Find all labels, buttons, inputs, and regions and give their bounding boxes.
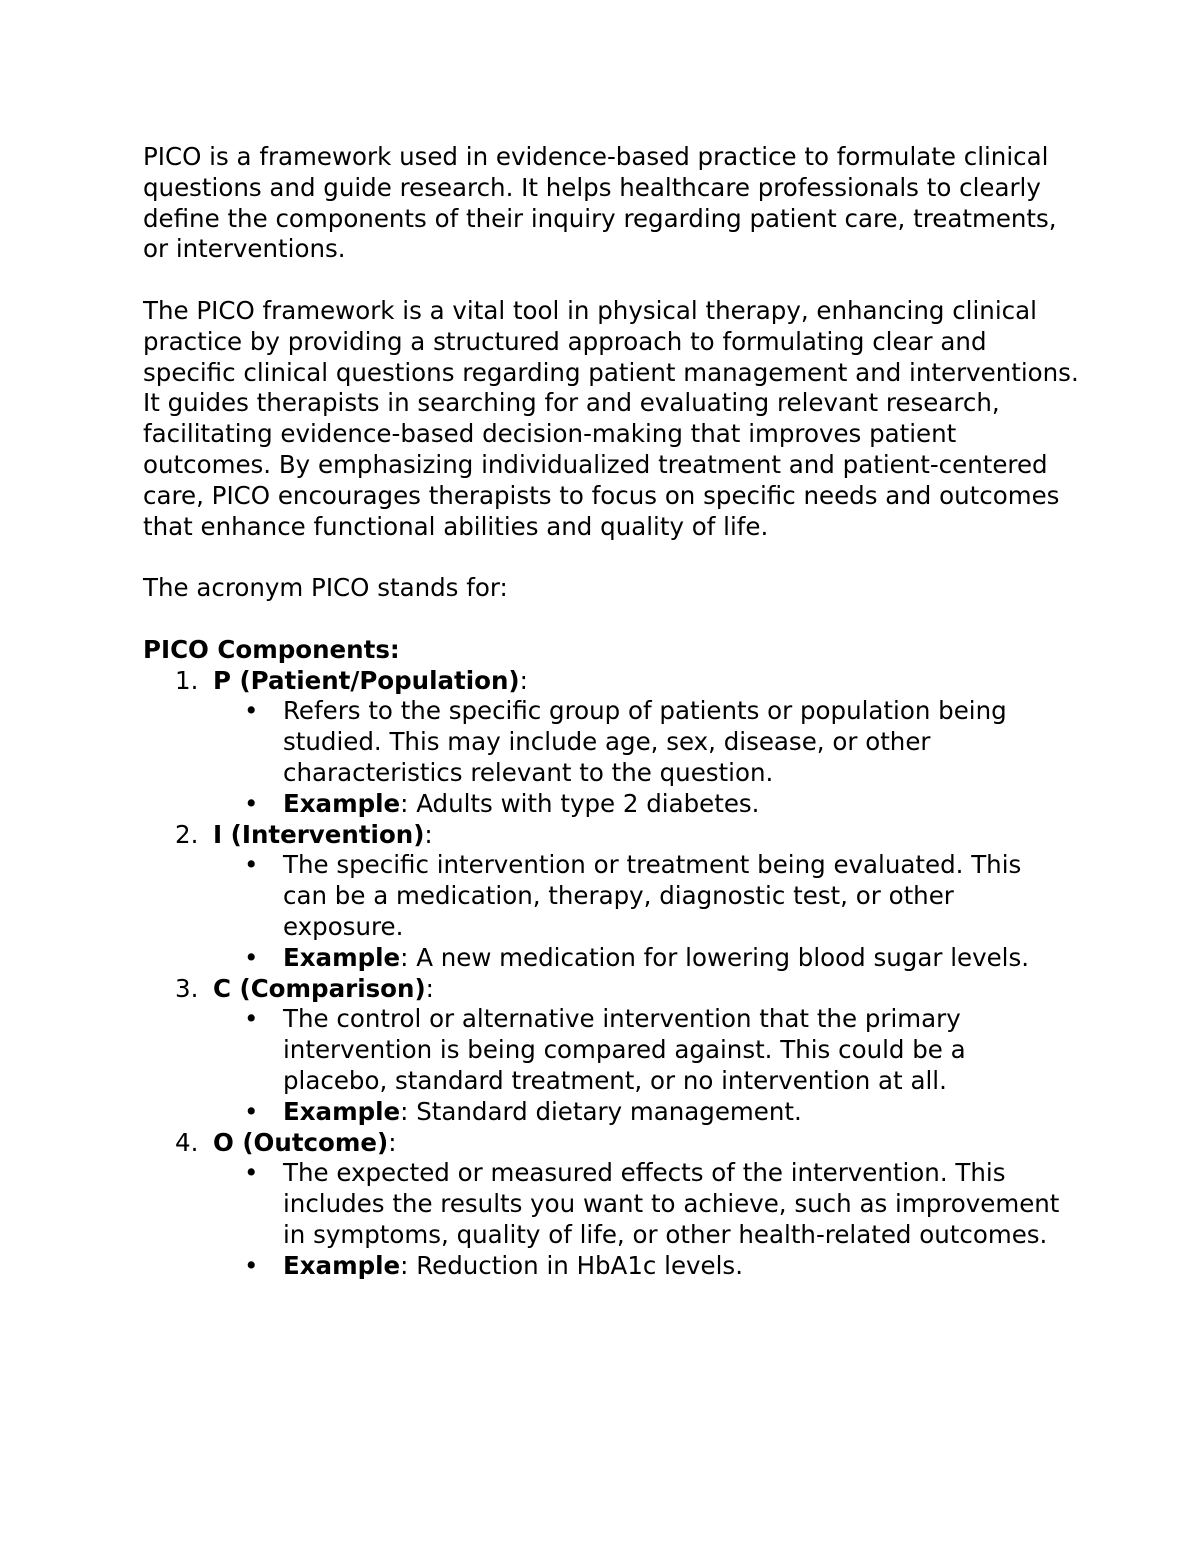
component-number: 2. — [175, 819, 199, 849]
component-number: 4. — [175, 1127, 199, 1157]
intro-paragraph-1: PICO is a framework used in evidence-based practice to formulate clinical questions and guide research. It helps healthcare professionals to clearly define the components of their inquiry regarding patient care, treatments, or interventions. — [143, 142, 1057, 264]
component-term: O (Outcome) — [213, 1127, 389, 1157]
document-body — [143, 142, 1083, 1281]
component-term: P (Patient/Population) — [213, 665, 520, 695]
component-number: 3. — [175, 973, 199, 1003]
bullet-description — [143, 1158, 1083, 1250]
component-bullets — [143, 850, 1083, 973]
component-title-line — [143, 1128, 1083, 1159]
component-example: : A new medication for lowering blood sugar levels. — [400, 942, 1030, 972]
component-bullets — [143, 1158, 1083, 1281]
component-title-line — [143, 820, 1083, 851]
paragraph-gap — [143, 265, 1083, 296]
component-term: I (Intervention) — [213, 819, 425, 849]
component-title-line — [143, 666, 1083, 697]
colon: : — [388, 1127, 397, 1157]
component-example: : Adults with type 2 diabetes. — [400, 788, 760, 818]
colon: : — [519, 665, 528, 695]
bullet-description — [143, 850, 1083, 942]
example-label: Example — [283, 788, 401, 818]
bullet-dot-icon: • — [244, 942, 259, 972]
example-label: Example — [283, 1250, 401, 1280]
bullet-example — [143, 1097, 1083, 1128]
bullet-dot-icon: • — [244, 696, 259, 726]
components-list — [143, 666, 1083, 1282]
bullet-dot-icon: • — [244, 1004, 259, 1034]
component-item-comparison — [143, 974, 1083, 1128]
components-heading: PICO Components: — [143, 634, 400, 664]
bullet-dot-icon: • — [244, 1250, 259, 1280]
bullet-dot-icon: • — [244, 788, 259, 818]
component-item-intervention — [143, 820, 1083, 974]
bullet-example — [143, 943, 1083, 974]
paragraph-gap — [143, 604, 1083, 635]
component-bullets — [143, 696, 1083, 819]
bullet-description — [143, 696, 1083, 788]
colon: : — [425, 973, 434, 1003]
bullet-example — [143, 1251, 1083, 1282]
component-description: Refers to the specific group of patients or population being studied. This may include age, sex, disease, or other characteristics relevant to the question. — [283, 696, 1007, 787]
component-example: : Reduction in HbA1c levels. — [400, 1250, 743, 1280]
component-title-line — [143, 974, 1083, 1005]
bullet-description — [143, 1004, 1083, 1096]
component-item-outcome — [143, 1128, 1083, 1282]
component-item-patient — [143, 666, 1083, 820]
component-term: C (Comparison) — [213, 973, 426, 1003]
component-description: The specific intervention or treatment being evaluated. This can be a medication, therapy, diagnostic test, or other exposure. — [283, 850, 1022, 941]
component-description: The control or alternative intervention that the primary intervention is being compared against. This could be a placebo, standard treatment, or no intervention at all. — [283, 1004, 966, 1095]
component-bullets — [143, 1004, 1083, 1127]
acronym-line: The acronym PICO stands for: — [143, 573, 508, 603]
component-description: The expected or measured effects of the intervention. This includes the results you want to achieve, such as improvement in symptoms, quality of life, or other health-related outcomes. — [283, 1158, 1060, 1249]
bullet-dot-icon: • — [244, 1096, 259, 1126]
component-example: : Standard dietary management. — [400, 1096, 802, 1126]
colon: : — [424, 819, 433, 849]
intro-paragraph-2: The PICO framework is a vital tool in physical therapy, enhancing clinical practice by providing a structured approach to formulating clear and specific clinical questions regarding patient management and interventions. It guides therapists in searching for and evaluating relevant research, facilitating evidence-based decision-making that improves patient outcomes. By emphasizing individualized treatment and patient-centered care, PICO encourages therapists to focus on specific needs and outcomes that enhance functional abilities and quality of life. — [143, 295, 1079, 541]
bullet-example — [143, 789, 1083, 820]
example-label: Example — [283, 942, 401, 972]
bullet-dot-icon: • — [244, 1158, 259, 1188]
example-label: Example — [283, 1096, 401, 1126]
paragraph-gap — [143, 542, 1083, 573]
bullet-dot-icon: • — [244, 850, 259, 880]
component-number: 1. — [175, 665, 199, 695]
